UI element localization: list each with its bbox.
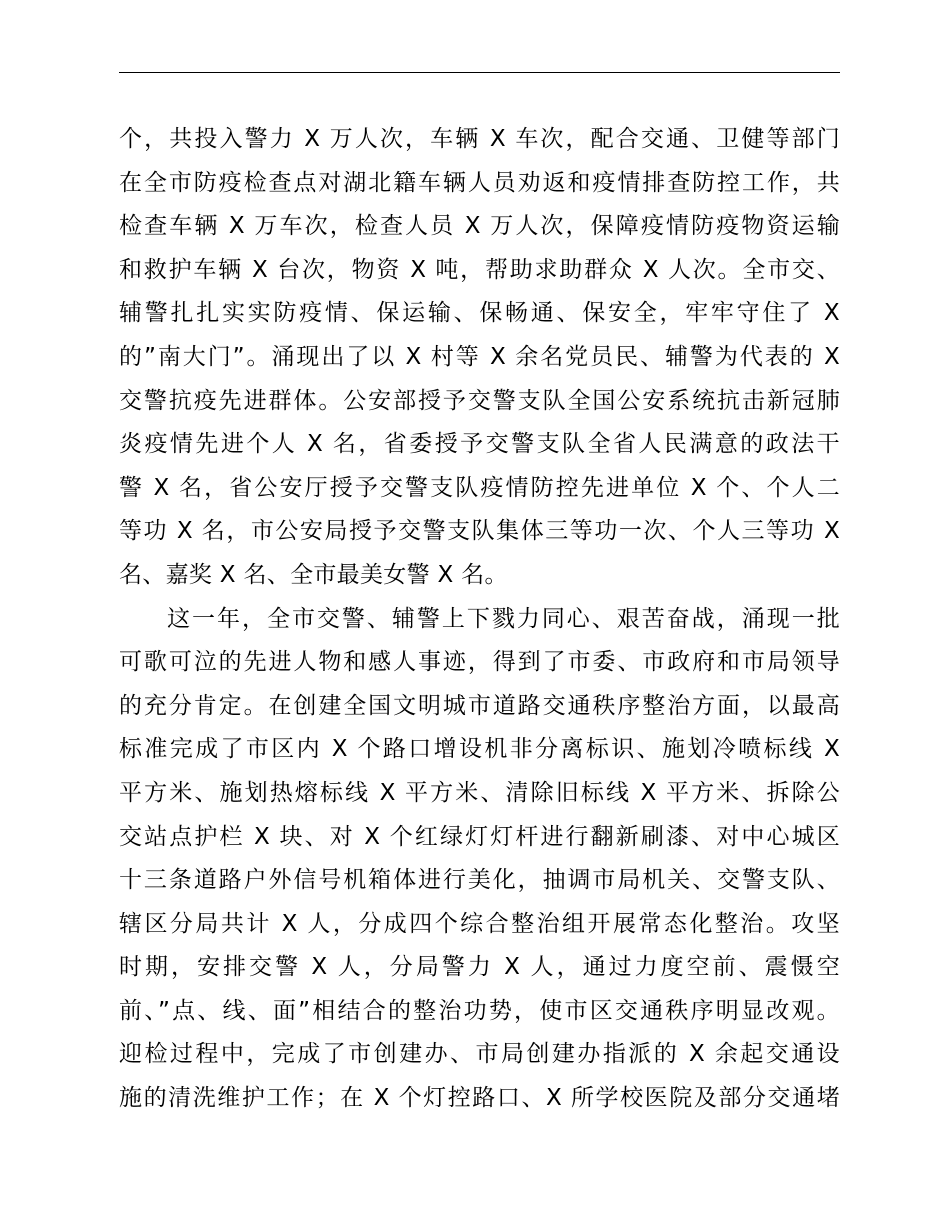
text-line: 的充分肯定。在创建全国文明城市道路交通秩序整治方面，以最高 [119, 692, 840, 719]
text-line: 交警抗疫先进群体。公安部授予交警支队全国公安系统抗击新冠肺 [119, 387, 840, 414]
text-line: 交站点护栏 X 块、对 X 个红绿灯灯杆进行翻新刷漆、对中心城区 [119, 823, 840, 850]
text-line: 这一年，全市交警、辅警上下戮力同心、艰苦奋战，涌现一批 [167, 605, 840, 632]
text-line: 炎疫情先进个人 X 名，省委授予交警支队全省人民满意的政法干 [119, 431, 840, 458]
text-line: 辅警扎扎实实防疫情、保运输、保畅通、保安全，牢牢守住了 X [119, 300, 840, 327]
body-text [119, 118, 840, 1121]
text-line: 个，共投入警力 X 万人次，车辆 X 车次，配合交通、卫健等部门 [119, 126, 840, 152]
text-line: 可歌可泣的先进人物和感人事迹，得到了市委、市政府和市局领导 [119, 649, 840, 676]
text-line: 的”南大门”。涌现出了以 X 村等 X 余名党员民、辅警为代表的 X [119, 343, 840, 370]
text-line: 等功 X 名，市公安局授予交警支队集体三等功一次、个人三等功 X [119, 518, 840, 545]
text-line: 标准完成了市区内 X 个路口增设机非分离标识、施划冷喷标线 X [119, 736, 840, 763]
text-line: 名、嘉奖 X 名、全市最美女警 X 名。 [119, 561, 508, 588]
text-line: 辖区分局共计 X 人，分成四个综合整治组开展常态化整治。攻坚 [119, 910, 840, 937]
text-line: 前、”点、线、面”相结合的整治功势，使市区交通秩序明显改观。 [119, 997, 840, 1024]
text-line: 十三条道路户外信号机箱体进行美化，抽调市局机关、交警支队、 [119, 867, 840, 894]
header-rule [119, 72, 840, 73]
text-line: 警 X 名，省公安厅授予交警支队疫情防控先进单位 X 个、个人二 [119, 474, 840, 501]
text-line: 平方米、施划热熔标线 X 平方米、清除旧标线 X 平方米、拆除公 [119, 779, 840, 806]
text-line: 检查车辆 X 万车次，检查人员 X 万人次，保障疫情防疫物资运输 [119, 213, 840, 240]
text-line: 时期，安排交警 X 人，分局警力 X 人，通过力度空前、震慑空 [119, 954, 840, 981]
text-line: 在全市防疫检查点对湖北籍车辆人员劝返和疫情排查防控工作，共 [119, 169, 840, 196]
text-line: 施的清洗维护工作；在 X 个灯控路口、X 所学校医院及部分交通堵 [119, 1085, 840, 1112]
text-line: 迎检过程中，完成了市创建办、市局创建办指派的 X 余起交通设 [119, 1041, 840, 1068]
text-line: 和救护车辆 X 台次，物资 X 吨，帮助求助群众 X 人次。全市交、 [119, 256, 840, 283]
